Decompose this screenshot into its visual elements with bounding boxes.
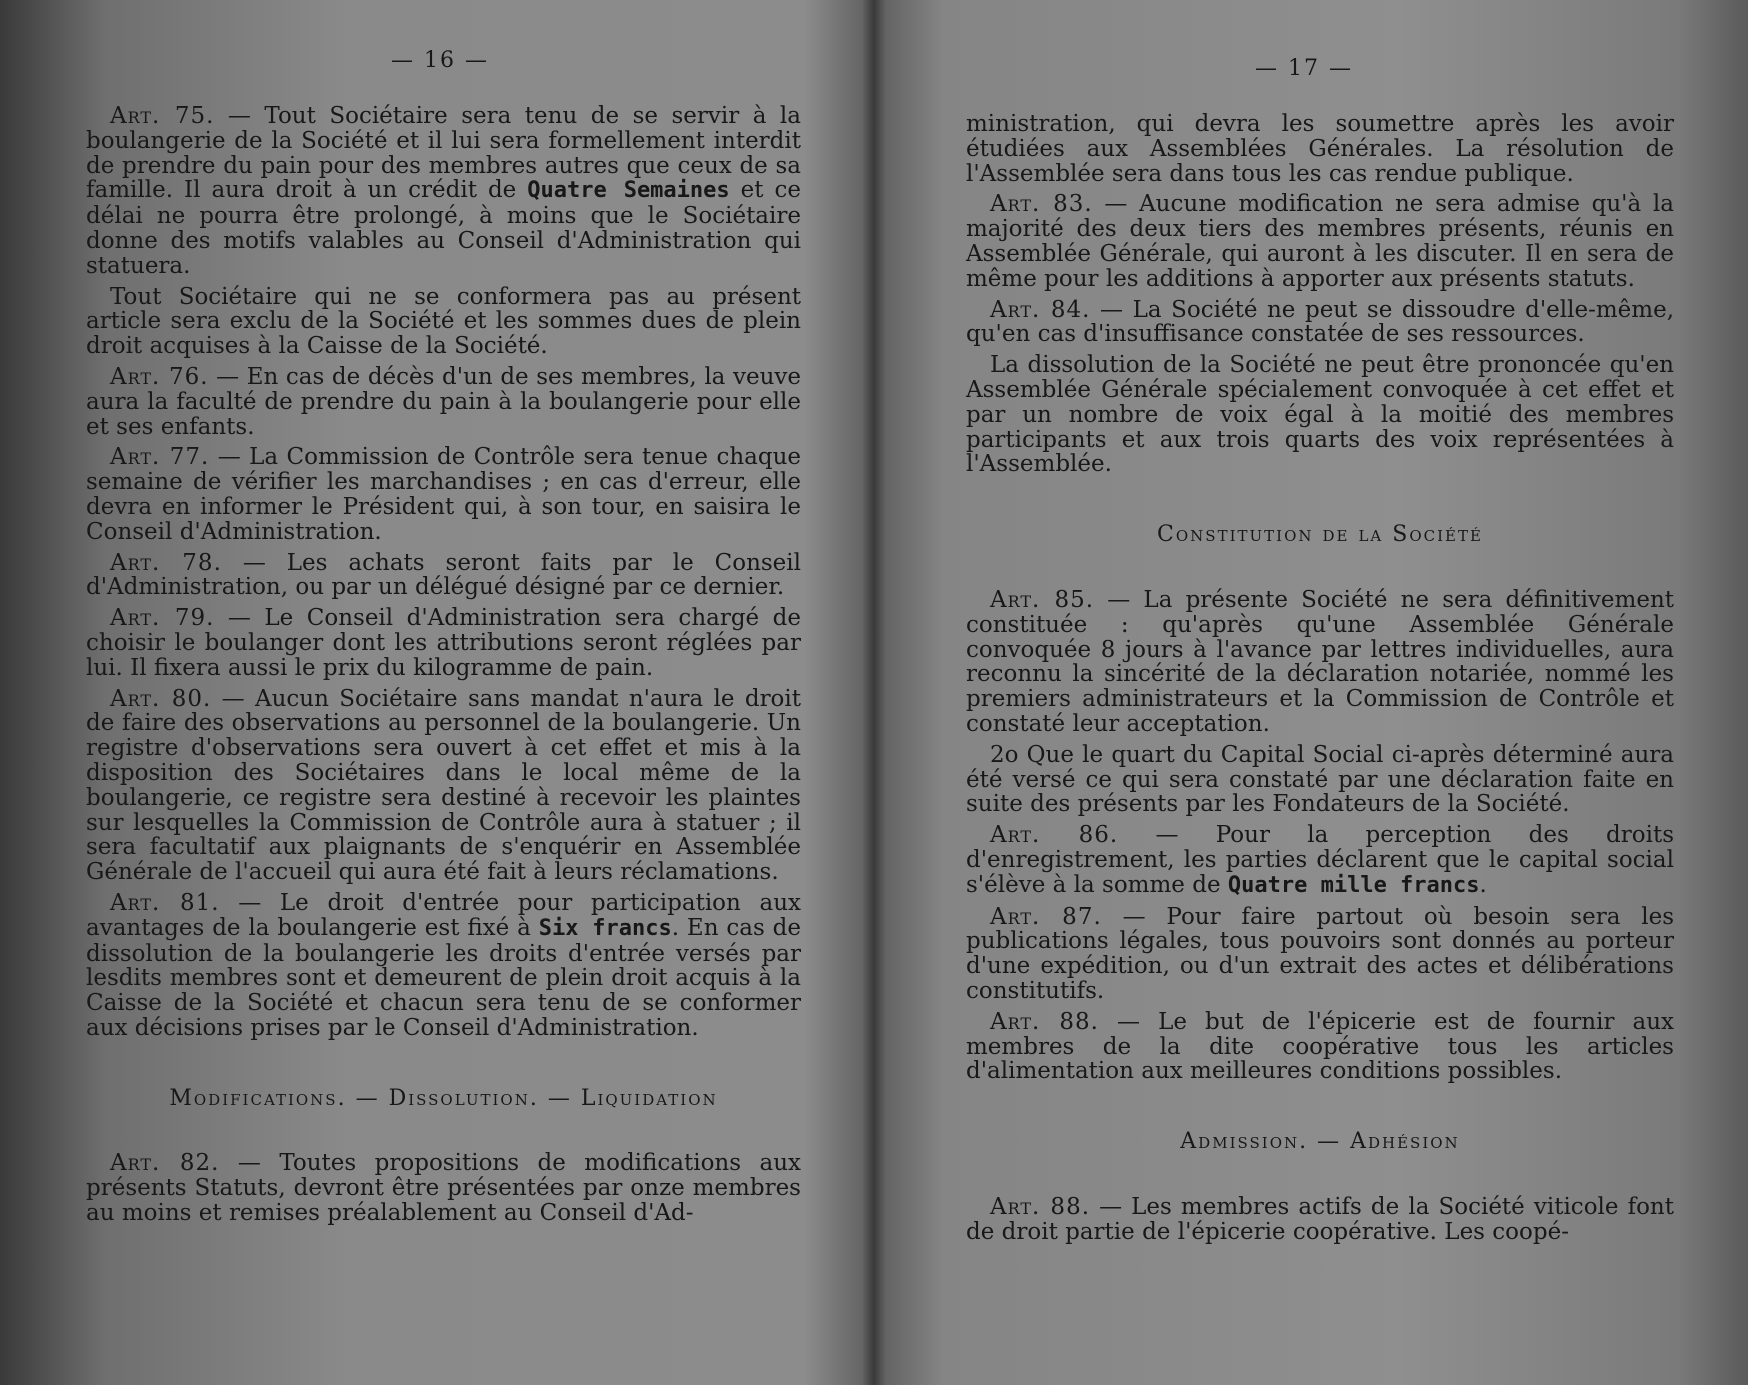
article-label: Art. 78. (110, 549, 222, 576)
article-label: Art. 84. (990, 296, 1091, 323)
article-76 (86, 365, 801, 439)
article-88-second (966, 1195, 1674, 1245)
article-85 (966, 588, 1674, 737)
article-text: . En cas de dissolution de la boulangerie les droits d'entrée versés par lesdits membres sont et demeurent de plein droit acquis à la Caisse de la Société et chacun sera tenu de se conformer aux décisions prises par le Conseil d'Administration. (86, 914, 802, 1041)
article-75-paragraph: Tout Sociétaire qui ne se conformera pas au présent article sera exclu de la Société et les sommes dues de plein droit acquises à la Caisse de la Société. (86, 283, 801, 360)
article-label: Art. 88. (990, 1008, 1099, 1035)
article-83 (966, 192, 1674, 291)
article-label: Art. 81. (110, 889, 220, 916)
bold-term: Quatre mille francs (1227, 872, 1480, 898)
article-84-paragraph: La dissolution de la Société ne peut être prononcée qu'en Assemblée Générale spécialement convoquée à cet effet et par un nombre de voix égal à la moitié des membres participants et aux trois quarts des voix représentées à l'Assemblée. (966, 352, 1674, 478)
article-label: Art. 80. (110, 685, 212, 712)
article-text: — La Commission de Contrôle sera tenue chaque semaine de vérifier les marchandises ; en cas d'erreur, elle devra en informer le Président qui, à son tour, en saisira le Conseil d'Administration. (86, 444, 801, 545)
article-text: — La présente Société ne sera définitivement constituée : qu'après qu'une Assemblée Générale convoquée 8 jours à l'avance par lettres individuelles, aura reconnu la sincérité de la déclaration notariée, nommé les premiers administrateurs et la Commission de Contrôle et constaté leur acceptation. (966, 586, 1675, 737)
article-text: et ce délai ne pourra être prolongé, à moins que le Sociétaire donne des motifs valables au Conseil d'Administration qui statuera. (86, 177, 801, 279)
article-text: — La Société ne peut se dissoudre d'elle-même, qu'en cas d'insuffisance constatée de ses ressources. (966, 296, 1675, 348)
article-text: — En cas de décès d'un de ses membres, la veuve aura la faculté de prendre du pain à la boulangerie pour elle et ses enfants. (86, 363, 801, 440)
section-heading: Modifications. — Dissolution. — Liquidation (169, 1085, 718, 1111)
article-label: Art. 86. (990, 822, 1119, 849)
article-label: Art. 87. (990, 903, 1102, 930)
article-86 (966, 823, 1674, 898)
article-82-continued: ministration, qui devra les soumettre après les avoir étudiées aux Assemblées Générales. La résolution de l'Assemblée sera dans tous les cas rendue publique. (966, 111, 1674, 187)
section-heading: Constitution de la Société (1157, 522, 1483, 548)
article-label: Art. 83. (990, 191, 1093, 218)
page-right (874, 0, 1748, 1385)
article-text: — Pour faire partout où besoin sera les publications légales, tous pouvoirs sont donnés au porteur d'une expédition, ou d'un extrait des actes et délibérations constitutifs. (966, 903, 1675, 1004)
article-text: — Aucun Sociétaire sans mandat n'aura le droit de faire des observations au personnel de la boulangerie. Un registre d'observations sera ouvert à cet effet et mis à la disposition des Sociétaires dans le local même de la boulangerie, ce registre sera destiné à recevoir les plaintes sur lesquelles la Commission de Contrôle aura à statuer ; il sera facultatif aux plaignants de s'enquérir en Assemblée Générale de l'accueil qui aura été fait à leurs réclamations. (86, 685, 802, 886)
article-text: — Aucune modification ne sera admise qu'à la majorité des deux tiers des membres présents, réunis en Assemblée Générale, qui auront à les discuter. Il en sera de même pour les additions à apporter aux présents statuts. (966, 191, 1674, 292)
article-78 (86, 551, 801, 601)
article-text: . (1479, 871, 1487, 898)
article-text: — Toutes propositions de modifications aux présents Statuts, devront être présentées par onze membres au moins et remises préalablement au Conseil d'Ad- (86, 1150, 801, 1227)
article-text: — Le droit d'entrée pour participation aux avantages de la boulangerie est fixé à (86, 889, 801, 941)
article-text: — Tout Sociétaire sera tenu de se servir à la boulangerie de la Société et il lui sera formellement interdit de prendre du pain pour des membres autres que ceux de sa famille. Il aura droit à un crédit de (86, 103, 801, 204)
article-80 (86, 687, 801, 885)
article-text: — Le but de l'épicerie est de fournir aux membres de la dite coopérative tous les articles d'alimentation aux meilleures conditions possibles. (966, 1008, 1674, 1085)
section-heading: Admission. — Adhésion (1180, 1129, 1460, 1155)
page-number: — 16 — (391, 48, 489, 73)
article-text: — Les achats seront faits par le Conseil d'Administration, ou par un délégué désigné par ce dernier. (86, 549, 802, 601)
article-label: Art. 75. (110, 103, 215, 129)
bold-term: Six francs (538, 915, 672, 941)
page-number: — 17 — (1255, 56, 1353, 81)
article-88 (966, 1010, 1674, 1084)
article-79 (86, 606, 801, 680)
article-75 (86, 104, 801, 279)
article-81 (86, 891, 801, 1041)
article-85-paragraph: 2o Que le quart du Capital Social ci-après déterminé aura été versé ce qui sera constaté par une déclaration faite en suite des présents par les Fondateurs de la Société. (966, 741, 1674, 818)
article-label: Art. 77. (110, 444, 210, 471)
article-label: Art. 88. (990, 1193, 1091, 1220)
article-text: — Pour la perception des droits d'enregistrement, les parties déclarent que le capital social s'élève à la somme de (966, 822, 1675, 898)
article-text: — Les membres actifs de la Société viticole font de droit partie de l'épicerie coopérative. Les coopé- (966, 1193, 1674, 1245)
article-87 (966, 905, 1674, 1004)
text-column (86, 104, 801, 1232)
bold-term: Quatre Semaines (527, 178, 730, 204)
article-label: Art. 76. (110, 363, 209, 390)
article-84 (966, 298, 1674, 348)
article-text: — Le Conseil d'Administration sera chargé de choisir le boulanger dont les attributions seront réglées par lui. Il fixera aussi le prix du kilogramme de pain. (86, 605, 801, 681)
article-label: Art. 85. (990, 586, 1095, 613)
article-label: Art. 82. (110, 1150, 220, 1177)
text-column (966, 112, 1674, 1250)
article-82 (86, 1151, 801, 1225)
article-label: Art. 79. (110, 605, 215, 632)
article-77 (86, 445, 801, 544)
